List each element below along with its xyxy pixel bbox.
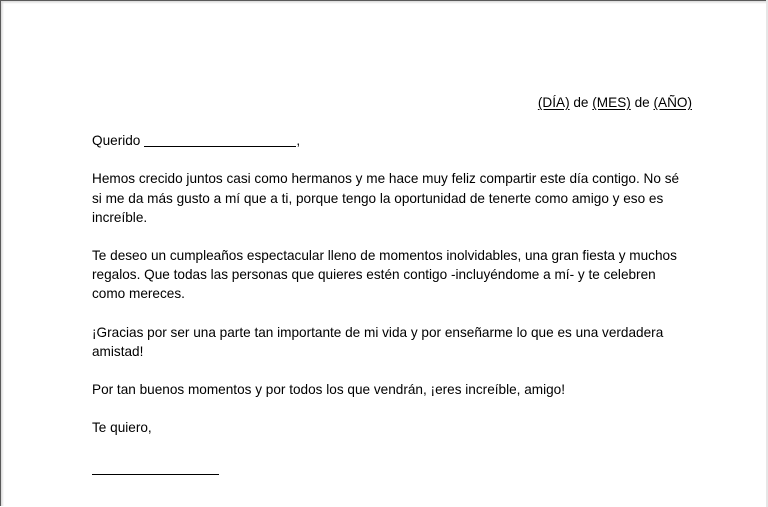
letter-body <box>92 93 692 475</box>
greeting-line <box>92 131 692 150</box>
page-shadow-top <box>1 1 766 4</box>
recipient-name-blank <box>144 132 296 147</box>
greeting-comma: , <box>296 133 301 149</box>
date-separator: de <box>569 95 593 110</box>
closing-text: Te quiero, <box>92 420 152 436</box>
page-shadow-left <box>1 1 4 506</box>
date-month: (MES) <box>592 95 631 110</box>
greeting-text: Querido <box>92 133 141 149</box>
date-separator: de <box>630 95 654 110</box>
paragraph-1: Hemos crecido juntos casi como hermanos y me hace muy feliz compartir este día contigo. No sé si me da más gusto a mí que a ti, porque tengo la oportunidad de tenerte como amigo y eso es increíble. <box>92 171 680 225</box>
paragraph-3: ¡Gracias por ser una parte tan importante de mi vida y por enseñarme lo que es una verdadera amistad! <box>92 324 664 359</box>
date-line <box>92 93 692 112</box>
paragraph-4: Por tan buenos momentos y por todos los que vendrán, ¡eres increíble, amigo! <box>92 382 566 398</box>
date-year: (AÑO) <box>653 95 692 110</box>
paragraph-2: Te deseo un cumpleaños espectacular lleno de momentos inolvidables, una gran fiesta y muchos regalos. Que todas las personas que quieres estén contigo -incluyéndome a mí- y te celebren como mereces. <box>92 248 677 302</box>
signature-line <box>92 474 219 475</box>
date-day: (DÍA) <box>537 95 570 110</box>
